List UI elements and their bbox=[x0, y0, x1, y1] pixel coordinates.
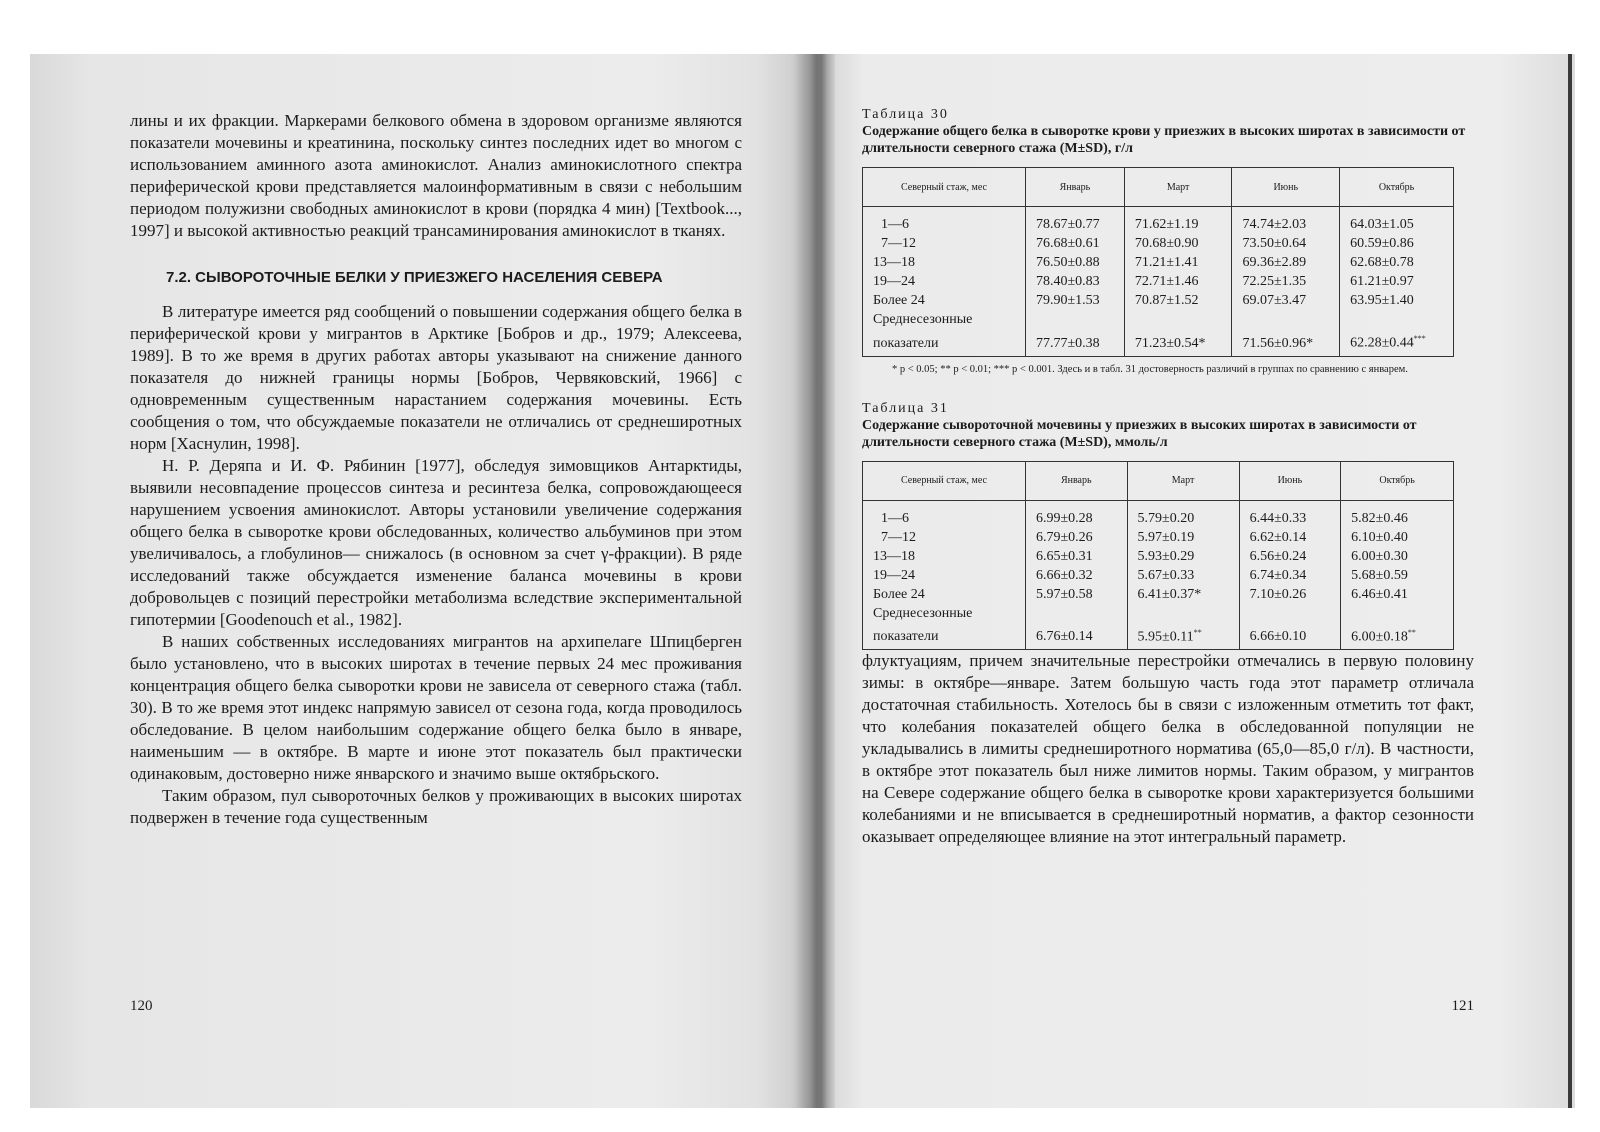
table-row bbox=[863, 566, 1454, 585]
table-cell: 5.68±0.59 bbox=[1341, 566, 1454, 585]
book-spine-shadow bbox=[790, 54, 835, 1108]
column-header: Март bbox=[1124, 168, 1232, 207]
table-cell bbox=[1127, 604, 1239, 623]
column-header: Северный стаж, мес bbox=[863, 461, 1026, 500]
table-30 bbox=[862, 106, 1474, 376]
column-header: Январь bbox=[1026, 168, 1125, 207]
paragraph: флуктуациям, причем значительные перестройки отмечались в первую половину зимы: в октябре—январе. Затем большую часть года этот параметр отличала достаточная стабильность. Хотелось бы в связи с изложенным отметить тот факт, что колебания показателей общего белка в обследованной популяции не укладывались в лимиты среднеширотного норматива (65,0—85,0 г/л). В частности, в октябре этот показатель был ниже лимитов нормы. Таким образом, у мигрантов на Севере содержание общего белка в сыворотке крови характеризуется большими колебаниями и не вписывается в среднеширотный норматив, а фактор сезонности оказывает определяющее влияние на этот интегральный параметр. bbox=[862, 651, 1474, 847]
table-cell: 78.67±0.77 bbox=[1026, 207, 1125, 235]
column-header: Январь bbox=[1026, 461, 1128, 500]
table-cell: 6.44±0.33 bbox=[1239, 500, 1341, 528]
data-table bbox=[862, 167, 1454, 357]
table-cell: 74.74±2.03 bbox=[1232, 207, 1340, 235]
table-cell: 1—6 bbox=[863, 500, 1026, 528]
table-cell: 5.67±0.33 bbox=[1127, 566, 1239, 585]
table-cell bbox=[1340, 329, 1454, 356]
paragraph: Н. Р. Деряпа и И. Ф. Рябинин [1977], обследуя зимовщиков Антарктиды, выявили несовпадение процессов синтеза и ресинтеза белка, сопровождающееся нарушением усвоения аминокислот. Авторы установили увеличение содержания общего белка в сыворотке крови обследованных, количество альбуминов при этом увеличивалось, а глобулинов— снижалось (в основном за счет γ-фракции). В ряде исследований также обсуждается изменение баланса мочевины в крови добровольцев с позиций перестройки метаболизма вследствие экспериментальной гипотермии [Goodenouch et al., 1982]. bbox=[130, 456, 742, 629]
table-cell: 7.10±0.26 bbox=[1239, 585, 1341, 604]
table-cell: 71.23±0.54* bbox=[1124, 329, 1232, 356]
table-cell: 6.00±0.30 bbox=[1341, 547, 1454, 566]
cell-value: 6.00±0.18 bbox=[1351, 629, 1408, 645]
table-cell: 19—24 bbox=[863, 566, 1026, 585]
column-header: Октябрь bbox=[1341, 461, 1454, 500]
column-header: Июнь bbox=[1239, 461, 1341, 500]
right-page bbox=[862, 54, 1474, 1108]
table-cell bbox=[1026, 604, 1128, 623]
table-row-summary bbox=[863, 329, 1454, 356]
table-cell: 6.66±0.32 bbox=[1026, 566, 1128, 585]
table-cell: 70.68±0.90 bbox=[1124, 234, 1232, 253]
table-caption bbox=[862, 400, 1474, 451]
table-cell bbox=[1341, 623, 1454, 650]
table-cell: 6.46±0.41 bbox=[1341, 585, 1454, 604]
table-cell: 19—24 bbox=[863, 272, 1026, 291]
table-cell: 60.59±0.86 bbox=[1340, 234, 1454, 253]
table-row bbox=[863, 234, 1454, 253]
table-title: Содержание сывороточной мочевины у приезжих в высоких широтах в зависимости от длительности северного стажа (M±SD), ммоль/л bbox=[862, 417, 1417, 450]
paragraph: В литературе имеется ряд сообщений о повышении содержания общего белка в периферической крови у мигрантов в Арктике [Бобров и др., 1979; Алексеева, 1989]. В то же время в других работах авторы указывают на снижение данного показателя до нижней границы нормы [Бобров, Червяковский, 1966] с одновременным существенным нарастанием содержания мочевины. Есть сообщения о том, что обсуждаемые показатели не отличались от среднеширотных норм [Хаснулин, 1998]. bbox=[130, 302, 742, 453]
table-label: Таблица 31 bbox=[862, 400, 949, 416]
table-cell: 77.77±0.38 bbox=[1026, 329, 1125, 356]
table-cell: Среднесезонные bbox=[863, 604, 1026, 623]
table-title: Содержание общего белка в сыворотке крови у приезжих в высоких широтах в зависимости от длительности северного стажа (M±SD), г/л bbox=[862, 124, 1466, 156]
table-cell: 6.76±0.14 bbox=[1026, 623, 1128, 650]
table-cell: 6.74±0.34 bbox=[1239, 566, 1341, 585]
table-cell bbox=[1239, 604, 1341, 623]
table-cell bbox=[1026, 310, 1125, 329]
table-row-summary bbox=[863, 623, 1454, 650]
table-row bbox=[863, 547, 1454, 566]
significance-mark: ** bbox=[1407, 627, 1416, 637]
table-cell: 1—6 bbox=[863, 207, 1026, 235]
table-cell: 69.07±3.47 bbox=[1232, 291, 1340, 310]
table-label: Таблица 30 bbox=[862, 107, 949, 122]
table-row bbox=[863, 528, 1454, 547]
table-cell: 72.25±1.35 bbox=[1232, 272, 1340, 291]
table-cell: 71.56±0.96* bbox=[1232, 329, 1340, 356]
table-cell bbox=[1341, 604, 1454, 623]
table-31 bbox=[862, 400, 1474, 651]
table-cell bbox=[1127, 623, 1239, 650]
table-cell: 5.93±0.29 bbox=[1127, 547, 1239, 566]
table-cell: 6.10±0.40 bbox=[1341, 528, 1454, 547]
paragraph: Таким образом, пул сывороточных белков у проживающих в высоких широтах подвержен в течение года существенным bbox=[130, 786, 742, 827]
table-caption bbox=[862, 106, 1474, 157]
column-header: Северный стаж, мес bbox=[863, 168, 1026, 207]
table-cell: 13—18 bbox=[863, 547, 1026, 566]
table-cell: 6.66±0.10 bbox=[1239, 623, 1341, 650]
column-header: Июнь bbox=[1232, 168, 1340, 207]
table-cell: 6.99±0.28 bbox=[1026, 500, 1128, 528]
table-cell: 64.03±1.05 bbox=[1340, 207, 1454, 235]
table-cell: 78.40±0.83 bbox=[1026, 272, 1125, 291]
table-cell: 62.68±0.78 bbox=[1340, 253, 1454, 272]
cell-value: 62.28±0.44 bbox=[1350, 335, 1414, 351]
paragraph: В наших собственных исследованиях мигрантов на архипелаге Шпицберген было установлено, что в высоких широтах в течение первых 24 мес проживания концентрация общего белка сыворотки крови не зависела от северного стажа (табл. 30). В то же время этот индекс напрямую зависел от сезона года, когда проводилось обследование. В целом наибольшим содержание общего белка было в январе, наименьшим — в октябре. В марте и июне этот показатель был практически одинаковым, достоверно ниже январского и значимо выше октябрьского. bbox=[130, 632, 742, 783]
table-cell: 5.82±0.46 bbox=[1341, 500, 1454, 528]
table-cell: 76.68±0.61 bbox=[1026, 234, 1125, 253]
table-cell: 79.90±1.53 bbox=[1026, 291, 1125, 310]
table-cell: 73.50±0.64 bbox=[1232, 234, 1340, 253]
table-cell: 13—18 bbox=[863, 253, 1026, 272]
table-cell: 71.62±1.19 bbox=[1124, 207, 1232, 235]
table-cell: показатели bbox=[863, 329, 1026, 356]
data-table bbox=[862, 461, 1454, 651]
table-cell: 6.62±0.14 bbox=[1239, 528, 1341, 547]
table-cell: 7—12 bbox=[863, 234, 1026, 253]
cell-value: 5.95±0.11 bbox=[1137, 629, 1194, 645]
table-cell: 69.36±2.89 bbox=[1232, 253, 1340, 272]
table-cell: показатели bbox=[863, 623, 1026, 650]
table-row bbox=[863, 291, 1454, 310]
table-cell: 5.97±0.19 bbox=[1127, 528, 1239, 547]
table-footnote: * p < 0.05; ** p < 0.01; *** p < 0.001. Здесь и в табл. 31 достоверность различий в группах по сравнению с январем. bbox=[892, 363, 1408, 375]
table-cell bbox=[1124, 310, 1232, 329]
column-header: Март bbox=[1127, 461, 1239, 500]
page-edge bbox=[1568, 54, 1572, 1108]
table-row bbox=[863, 272, 1454, 291]
table-cell: 71.21±1.41 bbox=[1124, 253, 1232, 272]
table-row bbox=[863, 585, 1454, 604]
column-header: Октябрь bbox=[1340, 168, 1454, 207]
table-row bbox=[863, 253, 1454, 272]
paragraph: лины и их фракции. Маркерами белкового обмена в здоровом организме являются показатели мочевины и креатинина, поскольку синтез последних идет во многом с использованием аминного азота аминокислот. Анализ аминокислотного спектра периферической крови представляется малоинформативным в связи с небольшим периодом полужизни свободных аминокислот в крови (порядка 4 мин) [Textbook..., 1997] и высокой активностью реакций трансаминирования аминокислот в тканях. bbox=[130, 111, 742, 240]
table-cell: 6.56±0.24 bbox=[1239, 547, 1341, 566]
page-number: 120 bbox=[130, 998, 153, 1014]
table-cell: 5.97±0.58 bbox=[1026, 585, 1128, 604]
table-cell bbox=[1340, 310, 1454, 329]
table-cell: 72.71±1.46 bbox=[1124, 272, 1232, 291]
table-cell: 61.21±0.97 bbox=[1340, 272, 1454, 291]
book-spread bbox=[30, 54, 1575, 1108]
table-cell: 63.95±1.40 bbox=[1340, 291, 1454, 310]
table-cell: Более 24 bbox=[863, 291, 1026, 310]
table-cell: 76.50±0.88 bbox=[1026, 253, 1125, 272]
table-cell: 6.65±0.31 bbox=[1026, 547, 1128, 566]
table-row-label-line bbox=[863, 604, 1454, 623]
section-heading: 7.2. СЫВОРОТОЧНЫЕ БЕЛКИ У ПРИЕЗЖЕГО НАСЕЛЕНИЯ СЕВЕРА bbox=[166, 269, 663, 286]
table-cell: Среднесезонные bbox=[863, 310, 1026, 329]
table-row-label-line bbox=[863, 310, 1454, 329]
table-cell: 5.79±0.20 bbox=[1127, 500, 1239, 528]
table-cell: 70.87±1.52 bbox=[1124, 291, 1232, 310]
table-cell: Более 24 bbox=[863, 585, 1026, 604]
significance-mark: ** bbox=[1193, 627, 1202, 637]
table-row bbox=[863, 207, 1454, 235]
significance-mark: *** bbox=[1413, 334, 1426, 343]
table-row bbox=[863, 500, 1454, 528]
left-page bbox=[130, 54, 742, 1108]
table-cell: 6.79±0.26 bbox=[1026, 528, 1128, 547]
page-number: 121 bbox=[1451, 998, 1474, 1014]
table-cell: 6.41±0.37* bbox=[1127, 585, 1239, 604]
table-cell: 7—12 bbox=[863, 528, 1026, 547]
table-cell bbox=[1232, 310, 1340, 329]
